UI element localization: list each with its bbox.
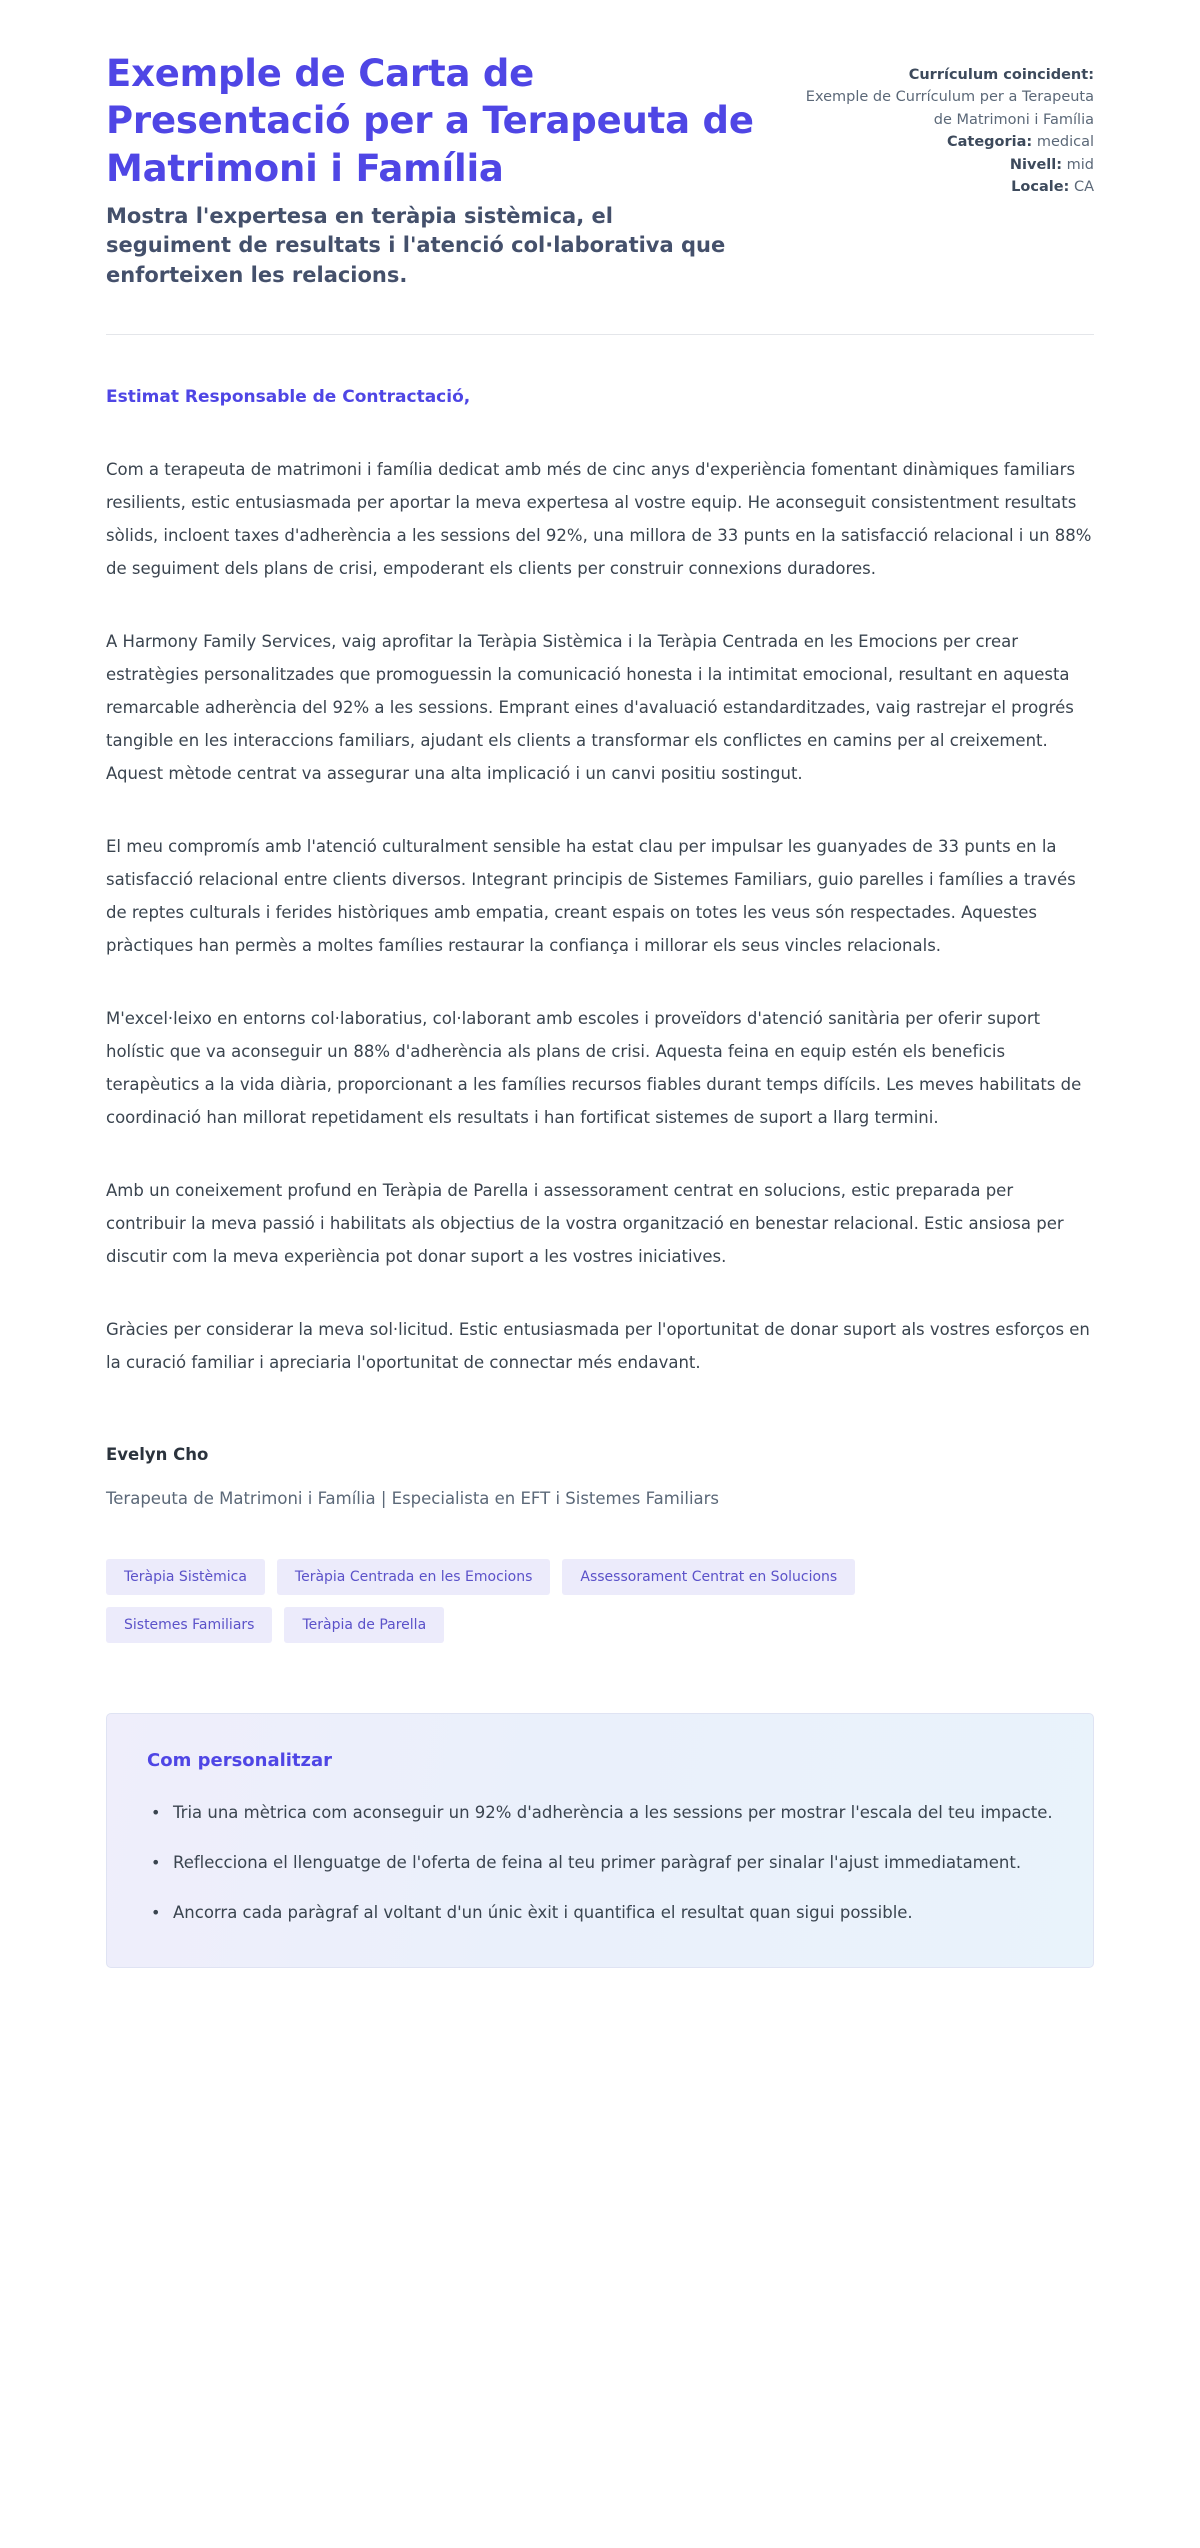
callout-wrapper [0, 1643, 1200, 2029]
letter-paragraph: Com a terapeuta de matrimoni i família dedicat amb més de cinc anys d'experiència fomentant dinàmiques familiars resilients, estic entusiasmada per aportar la meva expertesa al vostre equip. He aconseguit consistentment resultats sòlids, incloent taxes d'adherència a les sessions del 92%, una millora de 33 punts en la satisfacció relacional i un 88% de seguiment dels plans de crisi, empoderant els clients per construir connexions duradores. [106, 460, 1092, 579]
header-title-block [106, 50, 754, 290]
level-value: mid [1066, 156, 1094, 173]
category-row [794, 131, 1094, 153]
signature-block [0, 1419, 1200, 1512]
letter-paragraph: A Harmony Family Services, vaig aprofitar la Teràpia Sistèmica i la Teràpia Centrada en les Emocions per crear estratègies personalitzades que promoguessin la comunicació honesta i la intimitat emocional, resultant en aquesta remarcable adherència del 92% a les sessions. Emprant eines d'avaluació estandarditzades, vaig rastrejar el progrés tangible en les interaccions familiars, ajudant els clients a transformar els conflictes en camins per al creixement. Aquest mètode centrat va assegurar una alta implicació i un canvi positiu sostingut. [106, 632, 1074, 784]
locale-label: Locale: [1011, 179, 1070, 196]
tag-chip[interactable]: Teràpia Sistèmica [106, 1559, 265, 1595]
page-subtitle: Mostra l'expertesa en teràpia sistèmica, el seguiment de resultats i l'atenció col·laborativa que enforteixen les relacions. [106, 204, 726, 287]
matching-resume-row [794, 64, 1094, 86]
category-label: Categoria: [946, 134, 1033, 151]
letter-paragraph: M'excel·leixo en entorns col·laboratius, col·laborant amb escoles i proveïdors d'atenció sanitària per oferir suport holístic que va aconseguir un 88% d'adherència als plans de crisi. Aquesta feina en equip estén els beneficis terapèutics a la vida diària, proporcionant a les famílies recursos fiables durant temps difícils. Les meves habilitats de coordinació han millorat repetidament els resultats i han fortificat sistemes de suport a llarg termini. [106, 1009, 1082, 1128]
matching-resume-value: Exemple de Currículum per a Terapeuta de Matrimoni i Família [805, 89, 1094, 128]
tag-chip[interactable]: Assessorament Centrat en Solucions [562, 1559, 855, 1595]
level-row [794, 154, 1094, 176]
tag-chip[interactable]: Teràpia de Parella [284, 1607, 444, 1643]
callout-list-item: • Ancorra cada paràgraf al voltant d'un únic èxit i quantifica el resultat quan sigui possible. [147, 1897, 1053, 1929]
locale-value: CA [1073, 179, 1094, 196]
page-header [0, 0, 1200, 290]
signature-title: Terapeuta de Matrimoni i Família | Especialista en EFT i Sistemes Familiars [106, 1489, 720, 1509]
document-metadata [794, 50, 1094, 199]
level-label: Nivell: [1009, 156, 1063, 173]
letter-body [0, 335, 1200, 1379]
locale-row [794, 176, 1094, 198]
callout-title: Com personalitzar [147, 1749, 333, 1771]
matching-resume-label: Currículum coincident: [908, 67, 1094, 83]
category-value: medical [1036, 134, 1094, 151]
tag-chip[interactable]: Sistemes Familiars [106, 1607, 272, 1643]
page-title: Exemple de Carta de Presentació per a Terapeuta de Matrimoni i Família [106, 52, 754, 190]
customization-callout [106, 1713, 1094, 1969]
callout-list-item: • Reflecciona el llenguatge de l'oferta de feina al teu primer paràgraf per sinalar l'ajust immediatament. [147, 1847, 1053, 1879]
salutation: Estimat Responsable de Contractació, [106, 387, 471, 408]
letter-paragraph: Amb un coneixement profund en Teràpia de Parella i assessorament centrat en solucions, estic preparada per contribuir la meva passió i habilitats als objectius de la vostra organització en benestar relacional. Estic ansiosa per discutir com la meva experiència pot donar suport a les vostres iniciatives. [106, 1181, 1064, 1267]
callout-list-item: • Tria una mètrica com aconseguir un 92% d'adherència a les sessions per mostrar l'escala del teu impacte. [147, 1797, 1053, 1829]
letter-paragraph: Gràcies per considerar la meva sol·licitud. Estic entusiasmada per l'oportunitat de donar suport als vostres esforços en la curació familiar i apreciaria l'oportunitat de connectar més endavant. [106, 1320, 1090, 1373]
letter-paragraph: El meu compromís amb l'atenció culturalment sensible ha estat clau per impulsar les guanyades de 33 punts en la satisfacció relacional entre clients diversos. Integrant principis de Sistemes Familiars, guio parelles i famílies a través de reptes culturals i ferides històriques amb empatia, creant espais on totes les veus són respectades. Aquestes pràctiques han permès a moltes famílies restaurar la confiança i millorar els seus vincles relacionals. [106, 837, 1076, 956]
tag-chip[interactable]: Teràpia Centrada en les Emocions [277, 1559, 550, 1595]
tag-list [0, 1513, 1094, 1643]
callout-list [147, 1797, 1053, 1930]
signature-name: Evelyn Cho [106, 1445, 209, 1465]
